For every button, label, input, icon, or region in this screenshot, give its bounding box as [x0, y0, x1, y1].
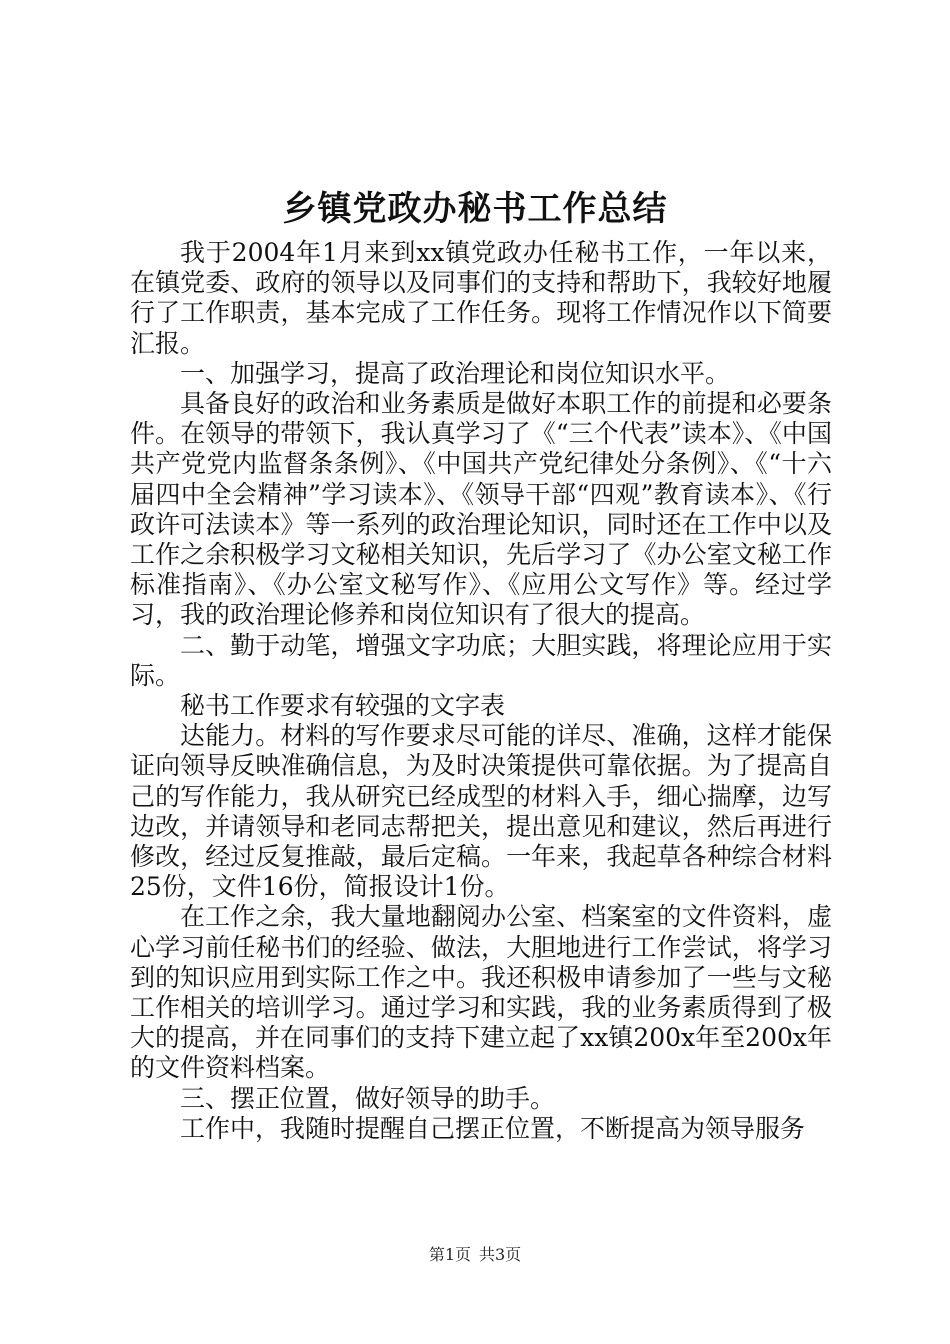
page-footer	[0, 1244, 950, 1266]
section-heading-1: 一、加强学习，提高了政治理论和岗位知识水平。	[180, 358, 731, 388]
paragraph-study: 具备良好的政治和业务素质是做好本职工作的前提和必要条件。在领导的带领下，我认真学习了《“三个代表”读本》、《中国共产党党内监督条条例》、《中国共产党纪律处分条例》、《“十六届四中全会精神”学习读本》、《领导干部“四观”教育读本》、《行政许可法读本》等一系列的政治理论知识，同时还在工作中以及工作之余积极学习文秘相关知识，先后学习了《办公室文秘工作标准指南》、《办公室文秘写作》、《应用公文写作》等。经过学习，我的政治理论修养和岗位知识有了很大的提高。	[130, 389, 832, 630]
paragraph-position: 工作中，我随时提醒自己摆正位置，不断提高为领导服务	[180, 1113, 806, 1143]
document-body	[130, 238, 832, 1144]
section-heading-2: 二、勤于动笔，增强文字功底；大胆实践，将理论应用于实际。	[130, 630, 832, 690]
paragraph-writing: 达能力。材料的写作要求尽可能的详尽、准确，这样才能保证向领导反映准确信息，为及时决策提供可靠依据。为了提高自己的写作能力，我从研究已经成型的材料入手，细心揣摩，边写边改，并请领导和老同志帮把关，提出意见和建议，然后再进行修改，经过反复推敲，最后定稿。一年来，我起草各种综合材料25份，文件16份，简报设计1份。	[130, 721, 832, 902]
page-total: 共3页	[479, 1245, 522, 1264]
paragraph-intro: 我于2004年1月来到xx镇党政办任秘书工作，一年以来，在镇党委、政府的领导以及同事们的支持和帮助下，我较好地履行了工作职责，基本完成了工作任务。现将工作情况作以下简要汇报。	[130, 238, 832, 358]
paragraph-archive: 在工作之余，我大量地翻阅办公室、档案室的文件资料，虚心学习前任秘书们的经验、做法，大胆地进行工作尝试，将学习到的知识应用到实际工作之中。我还积极申请参加了一些与文秘工作相关的培训学习。通过学习和实践，我的业务素质得到了极大的提高，并在同事们的支持下建立起了xx镇200x年至200x年的文件资料档案。	[130, 902, 832, 1083]
section-heading-3: 三、摆正位置，做好领导的助手。	[180, 1083, 556, 1113]
document-title: 乡镇党政办秘书工作总结	[282, 189, 668, 229]
page-number: 第1页	[428, 1245, 471, 1264]
paragraph-writing-lead: 秘书工作要求有较强的文字表	[180, 691, 506, 721]
